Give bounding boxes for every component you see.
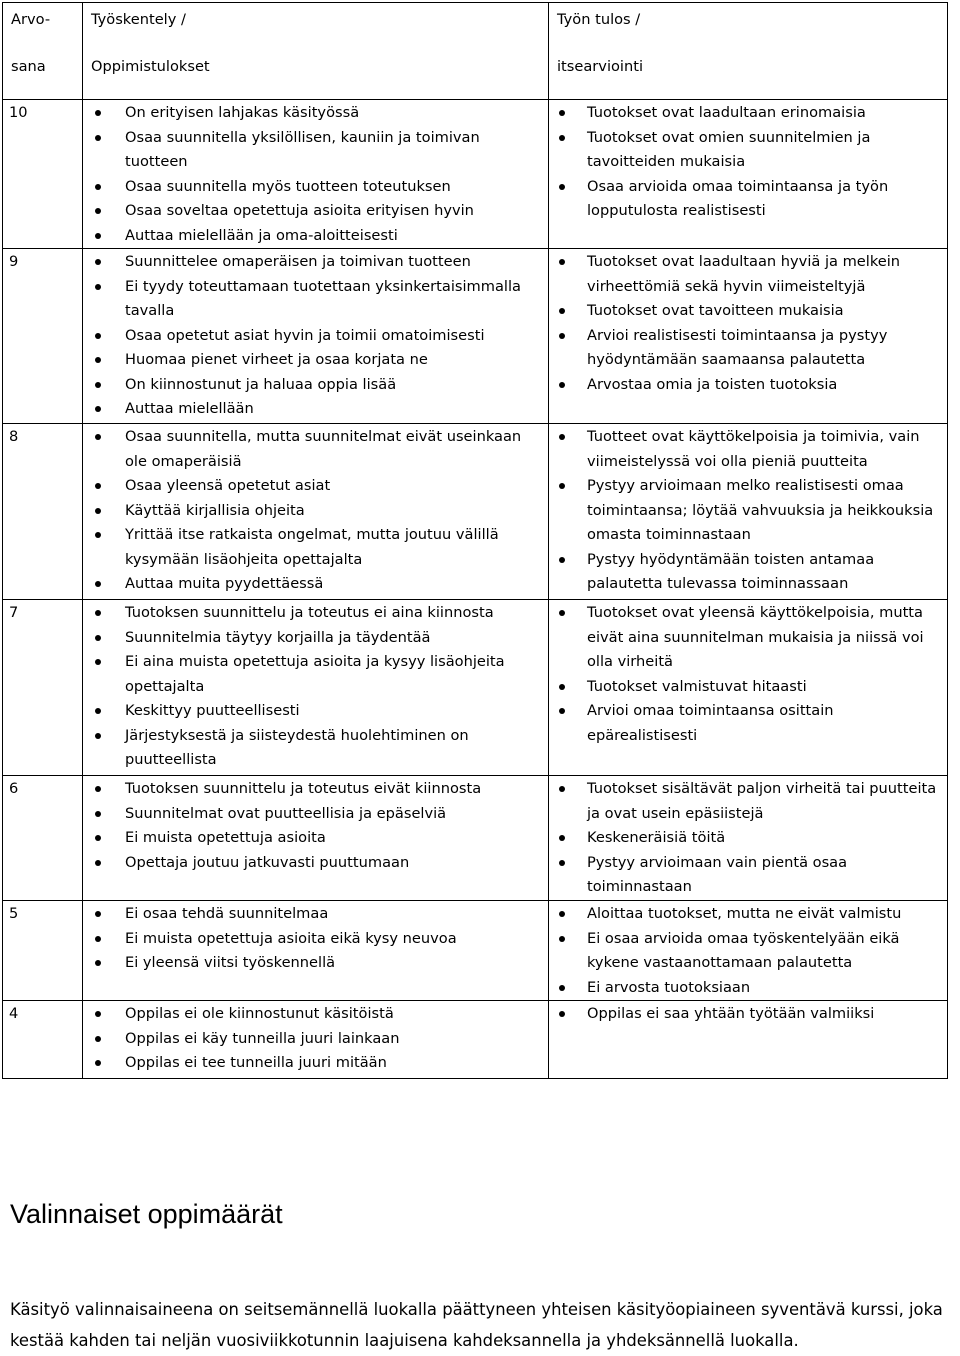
list-item-text: Suunnitelmia täytyy korjailla ja täydentää	[125, 628, 431, 646]
bullet-icon	[95, 835, 101, 841]
table-row	[3, 776, 948, 901]
list-item-text: Auttaa mielellään ja oma-aloitteisesti	[125, 226, 398, 244]
bullet-icon	[559, 860, 565, 866]
list-item	[83, 1027, 548, 1052]
list-item-text: Tuotokset ovat tavoitteen mukaisia	[587, 302, 844, 319]
list-item	[83, 1002, 548, 1027]
list-item	[83, 902, 548, 927]
list-item-text: Huomaa pienet virheet ja osaa korjata ne	[125, 351, 428, 368]
list-item-text: Tuotokset valmistuvat hitaasti	[587, 677, 807, 695]
table-row	[3, 1001, 948, 1079]
bullet-icon	[95, 357, 101, 363]
list-item	[83, 250, 548, 275]
list-item-text: Oppilas ei saa yhtään työtään valmiiksi	[587, 1005, 875, 1022]
bullet-icon	[95, 1060, 101, 1066]
list-item	[549, 902, 947, 927]
list-item-text: Oppilas ei tee tunneilla juuri mitään	[125, 1054, 387, 1071]
list-item	[549, 675, 947, 700]
bullet-icon	[559, 835, 565, 841]
list-item	[83, 724, 548, 773]
list-item	[549, 777, 947, 826]
bullet-icon	[95, 184, 101, 190]
grade-cell: 7	[3, 600, 83, 776]
list-item	[83, 951, 548, 976]
list-item	[549, 126, 947, 175]
list-item	[83, 499, 548, 524]
list-item	[549, 1002, 947, 1027]
bullet-icon	[559, 184, 565, 190]
result-cell	[549, 424, 948, 600]
list-item	[83, 601, 548, 626]
list-item	[83, 275, 548, 324]
list-item-text: Ei osaa arvioida omaa työskentelyään eikä kykene vastaanottamaan palautetta	[587, 929, 900, 971]
bullet-icon	[95, 483, 101, 489]
table-header-row	[3, 3, 948, 100]
header-work-line-2: Oppimistulokset	[91, 58, 210, 75]
result-list	[549, 1001, 947, 1027]
list-item	[83, 348, 548, 373]
bullet-icon	[95, 333, 101, 339]
header-work-line-1: Työskentely /	[91, 11, 186, 28]
grading-criteria-table	[2, 2, 948, 1079]
bullet-icon	[95, 733, 101, 739]
list-item	[549, 250, 947, 299]
list-item-text: Ei osaa tehdä suunnitelmaa	[125, 905, 329, 922]
grade-cell: 5	[3, 901, 83, 1001]
list-item-text: Tuotokset ovat laadultaan erinomaisia	[587, 104, 866, 121]
table-row	[3, 424, 948, 600]
header-grade-line-2: sana	[11, 58, 46, 75]
work-cell	[83, 600, 549, 776]
list-item-text: Tuotokset ovat yleensä käyttökelpoisia, mutta eivät aina suunnitelman mukaisia ja niissä voi olla virheitä	[587, 604, 924, 670]
list-item-text: Ei muista opetettuja asioita eikä kysy neuvoa	[125, 929, 457, 947]
bullet-icon	[95, 936, 101, 942]
header-result	[549, 3, 948, 100]
bullet-icon	[559, 382, 565, 388]
list-item	[83, 1051, 548, 1076]
list-item	[549, 425, 947, 474]
bullet-icon	[559, 936, 565, 942]
list-item-text: Arvioi omaa toimintaansa osittain epärealistisesti	[587, 702, 834, 744]
list-item-text: Osaa opetetut asiat hyvin ja toimii omatoimisesti	[125, 326, 485, 344]
bullet-icon	[95, 406, 101, 412]
result-list	[549, 600, 947, 748]
list-item	[83, 425, 548, 474]
list-item	[549, 601, 947, 675]
grade-cell: 8	[3, 424, 83, 600]
list-item-text: Auttaa mielellään	[125, 400, 254, 417]
grade-cell: 9	[3, 249, 83, 424]
work-cell	[83, 901, 549, 1001]
list-item	[83, 523, 548, 572]
list-item-text: Osaa yleensä opetetut asiat	[125, 477, 331, 494]
list-item-text: Järjestyksestä ja siisteydestä huolehtiminen on puutteellista	[125, 726, 469, 768]
list-item-text: Tuotteet ovat käyttökelpoisia ja toimivia, vain viimeistelyssä voi olla pieniä puutteita	[587, 428, 920, 470]
bullet-icon	[95, 860, 101, 866]
list-item	[83, 324, 548, 349]
list-item-text: On erityisen lahjakas käsityössä	[125, 104, 360, 121]
bullet-icon	[95, 960, 101, 966]
list-item	[549, 299, 947, 324]
work-cell	[83, 100, 549, 249]
bullet-icon	[559, 308, 565, 314]
list-item	[83, 851, 548, 876]
table-row	[3, 249, 948, 424]
result-cell	[549, 776, 948, 901]
bullet-icon	[559, 557, 565, 563]
section-title: Valinnaiset oppimäärät	[10, 1199, 283, 1229]
bullet-icon	[95, 508, 101, 514]
grade-cell: 6	[3, 776, 83, 901]
list-item-text: Ei muista opetettuja asioita	[125, 829, 326, 846]
table-row	[3, 600, 948, 776]
result-cell	[549, 1001, 948, 1079]
list-item-text: Tuotokset ovat laadultaan hyviä ja melkein virheettömiä sekä hyvin viimeisteltyjä	[587, 253, 901, 295]
list-item	[83, 572, 548, 597]
work-list	[83, 424, 548, 597]
list-item	[549, 976, 947, 1001]
list-item-text: Oppilas ei ole kiinnostunut käsitöistä	[125, 1005, 394, 1022]
list-item-text: Ei yleensä viitsi työskennellä	[125, 954, 336, 971]
bullet-icon	[559, 110, 565, 116]
list-item	[549, 175, 947, 224]
table-row	[3, 100, 948, 249]
bullet-icon	[95, 610, 101, 616]
bullet-icon	[95, 208, 101, 214]
bullet-icon	[95, 284, 101, 290]
list-item-text: Opettaja joutuu jatkuvasti puuttumaan	[125, 853, 410, 871]
list-item	[549, 373, 947, 398]
bullet-icon	[559, 708, 565, 714]
list-item	[83, 224, 548, 249]
work-list	[83, 776, 548, 875]
list-item	[549, 826, 947, 851]
work-list	[83, 1001, 548, 1076]
list-item	[549, 927, 947, 976]
list-item	[83, 126, 548, 175]
list-item	[83, 175, 548, 200]
bullet-icon	[95, 434, 101, 440]
list-item-text: Osaa soveltaa opetettuja asioita erityisen hyvin	[125, 202, 474, 219]
bullet-icon	[95, 233, 101, 239]
list-item-text: Tuotoksen suunnittelu ja toteutus eivät kiinnosta	[125, 780, 482, 797]
table-body	[3, 3, 948, 1079]
list-item-text: Osaa arvioida omaa toimintaansa ja työn lopputulosta realistisesti	[587, 177, 889, 219]
bullet-icon	[95, 811, 101, 817]
bullet-icon	[95, 1011, 101, 1017]
result-cell	[549, 600, 948, 776]
list-item-text: Pystyy arvioimaan vain pientä osaa toiminnastaan	[587, 853, 848, 895]
bullet-icon	[559, 135, 565, 141]
result-list	[549, 424, 947, 597]
list-item-text: Pystyy arvioimaan melko realistisesti omaa toimintaansa; löytää vahvuuksia ja heikkouksia omasta toiminnastaan	[587, 477, 934, 543]
list-item-text: Keskittyy puutteellisesti	[125, 702, 300, 719]
list-item	[83, 626, 548, 651]
bullet-icon	[559, 259, 565, 265]
bullet-icon	[95, 659, 101, 665]
bullet-icon	[95, 581, 101, 587]
work-cell	[83, 424, 549, 600]
bullet-icon	[95, 135, 101, 141]
list-item-text: Arvioi realistisesti toimintaansa ja pystyy hyödyntämään saamaansa palautetta	[587, 326, 888, 368]
list-item-text: Keskeneräisiä töitä	[587, 829, 726, 846]
list-item-text: Auttaa muita pyydettäessä	[125, 575, 324, 592]
list-item	[549, 324, 947, 373]
list-item	[83, 373, 548, 398]
header-grade-line-1: Arvo-	[11, 11, 51, 28]
bullet-icon	[95, 382, 101, 388]
list-item-text: On kiinnostunut ja haluaa oppia lisää	[125, 375, 397, 393]
list-item	[83, 777, 548, 802]
list-item-text: Tuotokset sisältävät paljon virheitä tai puutteita ja ovat usein epäsiistejä	[587, 780, 937, 822]
list-item-text: Aloittaa tuotokset, mutta ne eivät valmistu	[587, 905, 902, 922]
bullet-icon	[95, 1036, 101, 1042]
work-list	[83, 100, 548, 248]
work-cell	[83, 249, 549, 424]
bullet-icon	[559, 985, 565, 991]
list-item	[549, 699, 947, 748]
result-cell	[549, 249, 948, 424]
list-item-text: Osaa suunnitella, mutta suunnitelmat eivät useinkaan ole omaperäisiä	[125, 428, 522, 470]
list-item-text: Tuotokset ovat omien suunnitelmien ja tavoitteiden mukaisia	[587, 128, 871, 170]
list-item	[83, 199, 548, 224]
list-item-text: Ei arvosta tuotoksiaan	[587, 978, 751, 996]
bullet-icon	[95, 708, 101, 714]
list-item	[83, 927, 548, 952]
list-item	[549, 548, 947, 597]
result-list	[549, 901, 947, 1000]
list-item	[549, 101, 947, 126]
list-item	[83, 101, 548, 126]
list-item-text: Pystyy hyödyntämään toisten antamaa palautetta tulevassa toiminnassaan	[587, 550, 875, 592]
bullet-icon	[95, 635, 101, 641]
list-item	[83, 650, 548, 699]
bullet-icon	[559, 786, 565, 792]
list-item-text: Oppilas ei käy tunneilla juuri lainkaan	[125, 1029, 400, 1047]
result-list	[549, 776, 947, 900]
bullet-icon	[95, 259, 101, 265]
bullet-icon	[95, 911, 101, 917]
bullet-icon	[559, 333, 565, 339]
grade-cell: 4	[3, 1001, 83, 1079]
list-item-text: Ei aina muista opetettuja asioita ja kysyy lisäohjeita opettajalta	[125, 653, 505, 695]
result-list	[549, 100, 947, 224]
grade-cell: 10	[3, 100, 83, 249]
list-item	[83, 802, 548, 827]
list-item	[83, 699, 548, 724]
bullet-icon	[559, 1011, 565, 1017]
header-result-line-1: Työn tulos /	[557, 11, 641, 28]
header-result-line-2: itsearviointi	[557, 58, 644, 75]
bullet-icon	[559, 434, 565, 440]
list-item-text: Arvostaa omia ja toisten tuotoksia	[587, 375, 838, 393]
result-cell	[549, 100, 948, 249]
header-work	[83, 3, 549, 100]
section-paragraph: Käsityö valinnaisaineena on seitsemännellä luokalla päättyneen yhteisen käsityöopiaineen syventävä kurssi, joka kestää kahden tai neljän vuosiviikkotunnin laajuisena kahdeksannella ja yhdeksännellä luokalla.	[10, 1300, 943, 1350]
list-item-text: Suunnitelmat ovat puutteellisia ja epäselviä	[125, 804, 447, 822]
table-row	[3, 901, 948, 1001]
list-item-text: Osaa suunnitella yksilöllisen, kauniin ja toimivan tuotteen	[125, 128, 480, 170]
list-item-text: Ei tyydy toteuttamaan tuotettaan yksinkertaisimmalla tavalla	[125, 277, 521, 319]
work-list	[83, 249, 548, 422]
bullet-icon	[559, 610, 565, 616]
work-list	[83, 600, 548, 773]
list-item-text: Käyttää kirjallisia ohjeita	[125, 501, 305, 519]
bullet-icon	[559, 483, 565, 489]
result-cell	[549, 901, 948, 1001]
list-item	[549, 474, 947, 548]
list-item-text: Osaa suunnitella myös tuotteen toteutuksen	[125, 177, 451, 195]
header-grade	[3, 3, 83, 100]
list-item	[83, 826, 548, 851]
list-item-text: Yrittää itse ratkaista ongelmat, mutta joutuu välillä kysymään lisäohjeita opettajalta	[125, 526, 499, 568]
work-cell	[83, 776, 549, 901]
list-item	[549, 851, 947, 900]
bullet-icon	[95, 532, 101, 538]
list-item-text: Suunnittelee omaperäisen ja toimivan tuotteen	[125, 253, 471, 270]
bullet-icon	[559, 911, 565, 917]
list-item	[83, 397, 548, 422]
bullet-icon	[95, 110, 101, 116]
list-item-text: Tuotoksen suunnittelu ja toteutus ei aina kiinnosta	[125, 604, 494, 621]
bullet-icon	[559, 684, 565, 690]
work-list	[83, 901, 548, 976]
result-list	[549, 249, 947, 397]
bullet-icon	[95, 786, 101, 792]
list-item	[83, 474, 548, 499]
work-cell	[83, 1001, 549, 1079]
